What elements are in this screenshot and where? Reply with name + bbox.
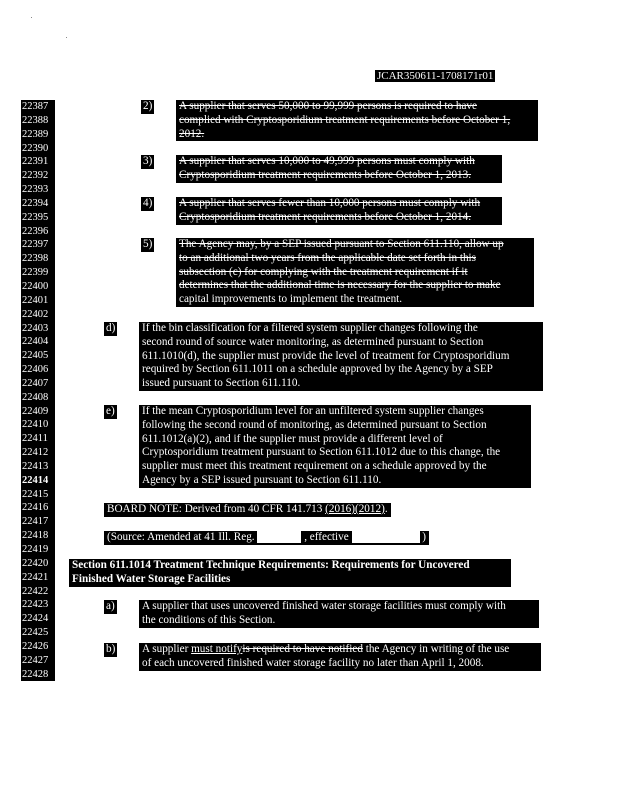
text-line: Cryptosporidium treatment requirements before October 1, 2014. [179,210,472,223]
inserted-text: must notify [191,643,243,655]
line-number: 22395 [22,211,49,223]
line-number-column [21,100,55,681]
line-number: 22387 [22,101,49,112]
text-line: 611.1012(a)(2), and if the supplier must provide a different level of [142,432,443,445]
text-line: issued pursuant to Section 611.110. [142,377,301,390]
source-blank-reg [257,531,301,543]
line-number: 22412 [22,447,49,459]
item-label-5: 5) [143,238,153,250]
line-number: 22393 [22,184,49,196]
text-line: required by Section 611.1011 on a schedule approved by the Agency by a SEP [142,363,493,376]
line-number: 22394 [22,197,49,209]
text-line: A supplier that serves 10,000 to 49,999 persons must comply with [179,155,475,167]
text-line: A supplier that uses uncovered finished water storage facilities must comply with [142,600,506,612]
line-number: 22420 [22,557,49,569]
text-line: capital improvements to implement the treatment. [179,293,403,306]
line-number: 22426 [22,640,49,652]
item-label-4: 4) [143,197,153,209]
text-line: The Agency may, by a SEP issued pursuant to Section 611.110, allow up [179,238,504,250]
source-note [104,531,429,545]
deleted-text: is required to have notified [242,643,363,655]
line-number: 22411 [22,433,48,445]
line-number: 22423 [22,599,49,611]
section-heading [69,559,511,587]
line-number: 22396 [22,225,49,237]
line-number: 22410 [22,419,49,431]
line-number: 22404 [22,336,49,348]
line-number: 22400 [22,280,49,292]
line-number: 22427 [22,654,49,666]
line-number: 22414 [22,474,49,486]
line-number: 22398 [22,253,49,265]
line-number: 22406 [22,364,49,376]
text-line: 2012. [179,127,205,140]
board-note-citation: (2016)(2012) [325,503,385,515]
text-line: to an additional two years from the applicable date set forth in this [179,251,477,264]
text-line: A supplier that serves fewer than 10,000 persons must comply with [179,197,481,209]
line-number: 22417 [22,516,49,528]
text-line: following the second round of monitoring, as determined pursuant to Section [142,418,487,431]
item-3-text [176,155,502,183]
section-b-text [139,643,541,671]
text-line: Cryptosporidium treatment requirements before October 1, 2013. [179,168,472,181]
line-number: 22407 [22,377,49,389]
section-heading-line: Finished Water Storage Facilities [72,572,231,585]
line-number: 22402 [22,308,49,320]
scan-speck [66,37,67,38]
line-number: 22388 [22,114,49,126]
text-line: the conditions of this Section. [142,613,276,626]
source-blank-date [352,531,420,543]
source-note-middle: , effective [304,531,349,543]
line-number: 22418 [22,530,49,542]
line-number: 22397 [22,239,49,251]
line-number: 22392 [22,170,49,182]
line-number: 22413 [22,460,49,472]
text-run: the Agency in writing of the use [362,643,510,655]
line-number: 22415 [22,488,49,500]
line-number: 22401 [22,294,49,306]
text-line: Cryptosporidium treatment pursuant to Section 611.1012 due to this change, the [142,446,501,459]
board-note [104,503,391,517]
subsection-label-d: d) [106,322,116,334]
section-a-text [139,600,539,628]
line-number: 22419 [22,544,49,555]
text-line: If the mean Cryptosporidium level for an unfiltered system supplier changes [142,405,484,417]
item-label-2: 2) [143,100,153,112]
line-number: 22421 [22,571,49,583]
line-number: 22399 [22,267,49,279]
text-run: A supplier [142,643,192,655]
board-note-end: . [384,503,388,515]
section-a-label: a) [106,600,115,612]
item-2-text [176,100,538,141]
line-number: 22422 [22,585,49,597]
subsection-e-text [139,405,531,488]
source-note-end: ) [422,531,427,543]
line-number: 22409 [22,405,49,417]
text-line: Agency by a SEP issued pursuant to Section 611.110. [142,473,382,486]
scan-speck [31,17,32,18]
subsection-d-text [139,322,543,391]
text-line: A supplier that serves 50,000 to 99,999 persons is required to have [179,100,477,112]
text-line: If the bin classification for a filtered system supplier changes following the [142,322,478,334]
line-number: 22408 [22,391,49,403]
subsection-label-e: e) [106,405,115,417]
line-number: 22390 [22,142,49,154]
line-number: 22416 [22,502,49,514]
line-number: 22405 [22,350,49,362]
line-number: 22391 [22,156,49,168]
text-line: determines that the additional time is necessary for the supplier to make [179,279,501,292]
line-number: 22389 [22,128,49,140]
line-number: 22425 [22,627,49,639]
text-line: second round of source water monitoring, as determined pursuant to Section [142,335,484,348]
text-line: 611.1010(d), the supplier must provide the level of treatment for Cryptosporidium [142,349,510,362]
board-note-text: BOARD NOTE: Derived from 40 CFR 141.713 [107,503,326,515]
text-line [142,643,538,657]
item-4-text [176,197,502,225]
item-label-3: 3) [143,155,153,167]
line-number: 22428 [22,668,49,680]
text-line: subsection (c) for complying with the treatment requirement if it [179,265,468,278]
line-number: 22403 [22,322,49,334]
section-b-label: b) [106,643,116,655]
text-line: complied with Cryptosporidium treatment requirements before October 1, [179,113,511,126]
text-line: supplier must meet this treatment requirement on a schedule approved by the [142,460,487,473]
line-number: 22424 [22,613,49,625]
section-heading-line: Section 611.1014 Treatment Technique Requirements: Requirements for Uncovered [72,559,470,571]
text-line: of each uncovered finished water storage facility no later than April 1, 2008. [142,656,484,669]
item-5-text [176,238,534,307]
source-note-start: (Source: Amended at 41 Ill. Reg. [107,531,255,543]
document-id-header: JCAR350611-1708171r01 [377,70,494,82]
